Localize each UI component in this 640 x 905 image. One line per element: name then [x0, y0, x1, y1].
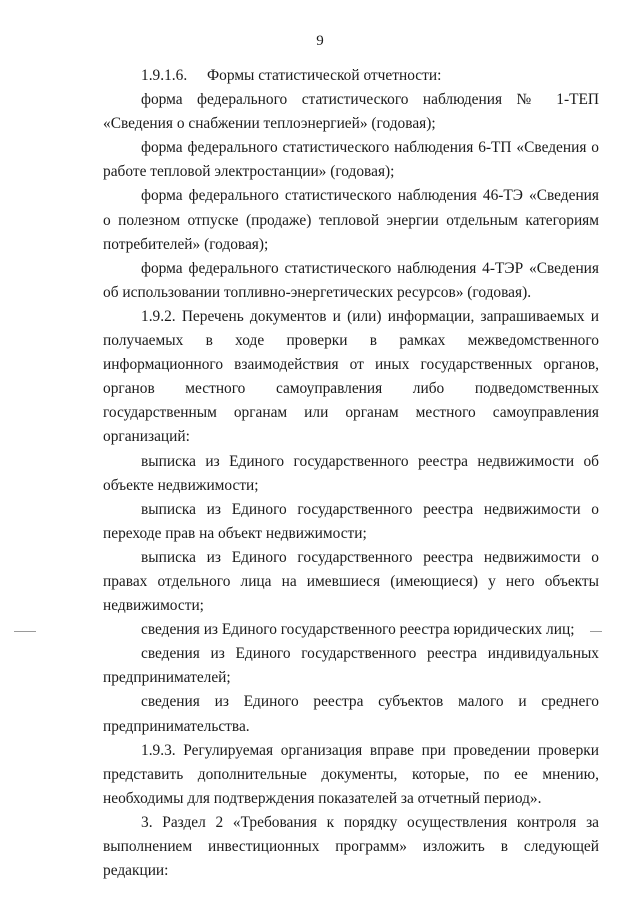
section-title: Формы статистической отчетности: [207, 67, 442, 84]
document-list-item: сведения из Единого реестра субъектов малого и среднего предпринимательства. [103, 693, 599, 735]
document-list-item: выписка из Единого государственного реестра недвижимости о переходе прав на объект недвижимости; [103, 500, 599, 542]
section-paragraph-1-9-3: 1.9.3. Регулируемая организация вправе при проведении проверки представить дополнительные документы, которые, по ее мнению, необходимы для подтверждения показателей за отчетный период». [103, 741, 599, 807]
page-number: 9 [316, 33, 324, 49]
section-heading-1-9-1-6 [103, 64, 599, 88]
statistical-form-item: форма федерального статистического наблюдения 6-ТП «Сведения о работе тепловой электростанции» (годовая); [103, 139, 599, 181]
statistical-form-item: форма федерального статистического наблюдения 46-ТЭ «Сведения о полезном отпуске (продаже) тепловой энергии отдельным категориям потребителей» (годовая); [103, 187, 599, 253]
document-list-item: выписка из Единого государственного реестра недвижимости об объекте недвижимости; [103, 452, 599, 494]
document-list-item: сведения из Единого государственного реестра индивидуальных предпринимателей; [103, 645, 599, 687]
left-margin-mark [14, 631, 36, 632]
statistical-form-item: форма федерального статистического наблюдения № 1-ТЕП «Сведения о снабжении теплоэнергией» (годовая); [103, 91, 599, 133]
document-body [103, 64, 599, 883]
document-list-item: сведения из Единого государственного реестра юридических лиц; [141, 621, 575, 639]
document-list-item: выписка из Единого государственного реестра недвижимости о правах отдельного лица на имевшиеся (имеющиеся) у него объекты недвижимости; [103, 548, 599, 615]
section-paragraph-1-9-2: 1.9.2. Перечень документов и (или) информации, запрашиваемых и получаемых в ходе проверки в рамках межведомственного информационного взаимодействия от иных государственных органов, органов местного самоуправления либо подведомственных государственным органам или органам местного самоуправления организаций: [103, 307, 599, 446]
statistical-form-item: форма федерального статистического наблюдения 4-ТЭР «Сведения об использовании топливно-энергетических ресурсов» (годовая). [103, 259, 599, 301]
section-paragraph-3: 3. Раздел 2 «Требования к порядку осуществления контроля за выполнением инвестиционных программ» изложить в следующей редакции: [103, 813, 599, 880]
section-number: 1.9.1.6. [141, 67, 188, 84]
right-margin-mark [590, 631, 602, 632]
